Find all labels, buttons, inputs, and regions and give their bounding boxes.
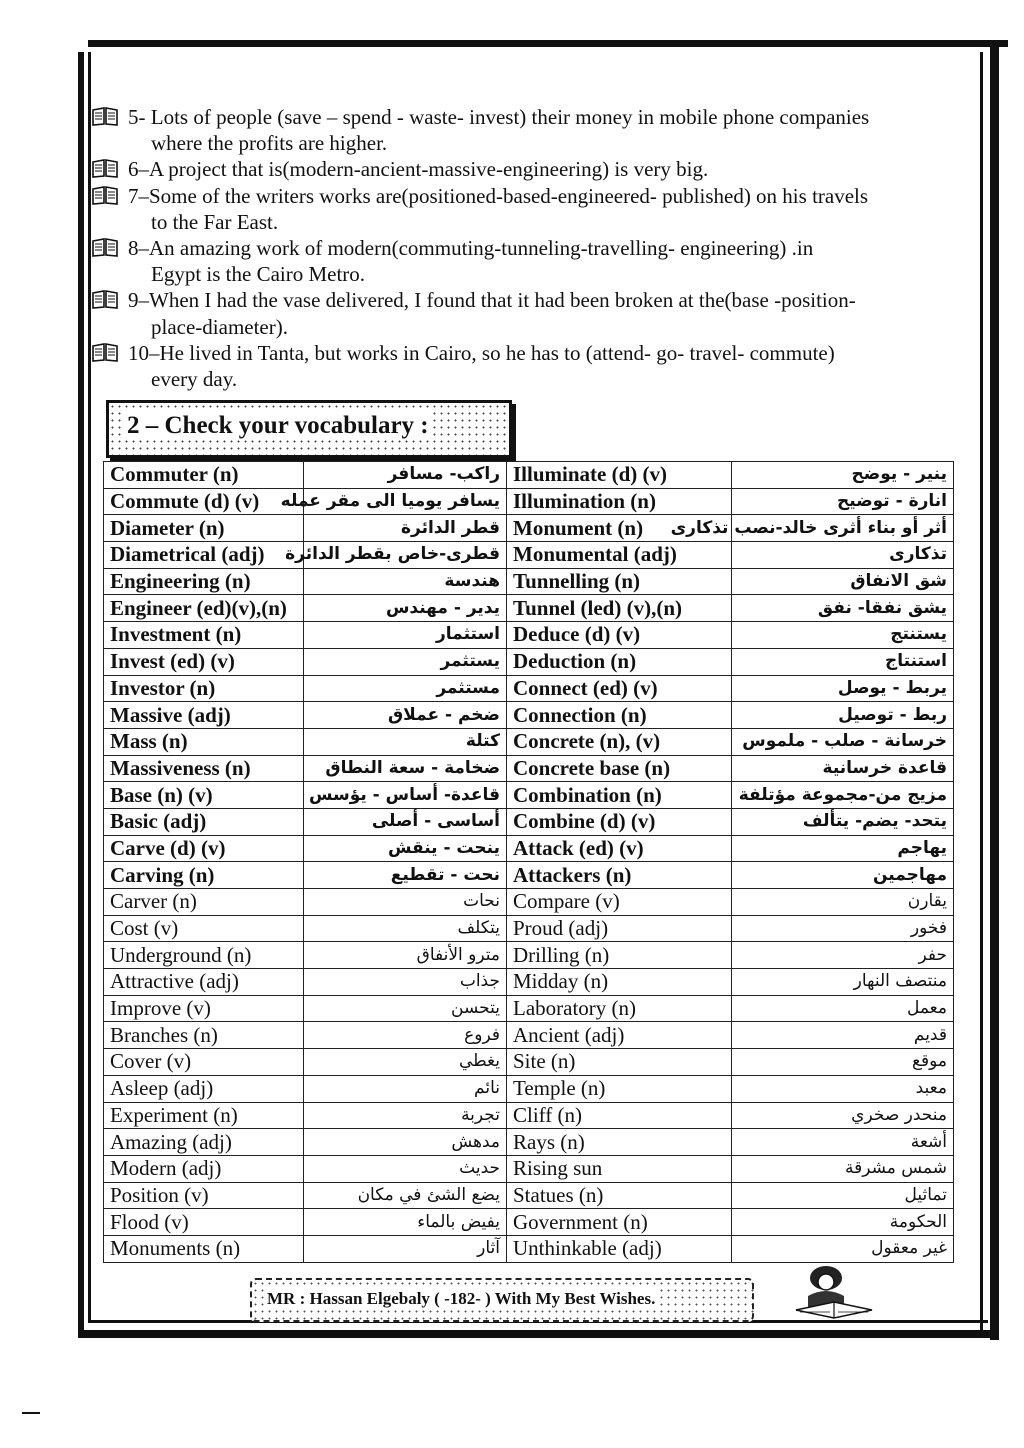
english-term-cell: Drilling (n) bbox=[507, 942, 732, 969]
footer-box bbox=[250, 1278, 754, 1322]
arabic-meaning-cell: استنتاج bbox=[732, 648, 954, 675]
open-book-icon bbox=[92, 238, 118, 257]
arabic-meaning-cell: خرسانة - صلب - ملموس bbox=[732, 728, 954, 755]
page-frame-left-lower-inner bbox=[88, 627, 91, 1323]
arabic-meaning-cell: يفيض بالماء bbox=[304, 1209, 507, 1236]
arabic-meaning-cell: أشعة bbox=[732, 1129, 954, 1156]
arabic-meaning-cell: مترو الأنفاق bbox=[304, 942, 507, 969]
table-row bbox=[104, 728, 954, 755]
english-term-cell: Illuminate (d) (v) bbox=[507, 462, 732, 489]
arabic-meaning-cell: ينحت - ينقش bbox=[304, 835, 507, 862]
english-term-cell: Improve (v) bbox=[104, 995, 304, 1022]
page-frame-left bbox=[78, 52, 84, 632]
arabic-meaning-cell: مدهش bbox=[304, 1129, 507, 1156]
table-row bbox=[104, 648, 954, 675]
question-line: 6–A project that is(modern-ancient-massive-engineering) is very big. bbox=[128, 157, 709, 182]
arabic-meaning-cell: نحت - تقطيع bbox=[304, 862, 507, 889]
arabic-meaning-cell: يتحسن bbox=[304, 995, 507, 1022]
english-term-cell: Connect (ed) (v) bbox=[507, 675, 732, 702]
english-term-cell: Commute (d) (v) bbox=[104, 488, 304, 515]
arabic-meaning-cell: ضخامة - سعة النطاق bbox=[304, 755, 507, 782]
table-row bbox=[104, 568, 954, 595]
question-item bbox=[92, 235, 962, 287]
arabic-meaning-cell: تماثيل bbox=[732, 1182, 954, 1209]
english-term-cell: Investor (n) bbox=[104, 675, 304, 702]
english-term-cell: Engineering (n) bbox=[104, 568, 304, 595]
table-row bbox=[104, 488, 954, 515]
table-row bbox=[104, 915, 954, 942]
english-term-cell: Monuments (n) bbox=[104, 1235, 304, 1262]
english-term-cell: Combine (d) (v) bbox=[507, 808, 732, 835]
arabic-meaning-cell: تجربة bbox=[304, 1102, 507, 1129]
english-term-cell: Monument (n) bbox=[507, 515, 732, 542]
table-row bbox=[104, 1155, 954, 1182]
table-row bbox=[104, 462, 954, 489]
question-line-continued: every day. bbox=[151, 367, 238, 392]
arabic-meaning-cell: حديث bbox=[304, 1155, 507, 1182]
english-term-cell: Tunnel (led) (v),(n) bbox=[507, 595, 732, 622]
table-row bbox=[104, 542, 954, 569]
arabic-meaning-cell: قديم bbox=[732, 1022, 954, 1049]
arabic-meaning-cell: يضع الشئ في مكان bbox=[304, 1182, 507, 1209]
page-frame-left-lower bbox=[78, 632, 84, 1338]
english-term-cell: Laboratory (n) bbox=[507, 995, 732, 1022]
open-book-icon bbox=[92, 159, 118, 178]
english-term-cell: Attack (ed) (v) bbox=[507, 835, 732, 862]
arabic-meaning-cell: يستثمر bbox=[304, 648, 507, 675]
table-row bbox=[104, 702, 954, 729]
table-row bbox=[104, 1209, 954, 1236]
english-term-cell: Investment (n) bbox=[104, 622, 304, 649]
english-term-cell: Modern (adj) bbox=[104, 1155, 304, 1182]
teacher-reading-illustration bbox=[786, 1262, 881, 1322]
question-list bbox=[92, 104, 962, 392]
page-margin-mark bbox=[22, 1412, 40, 1414]
english-term-cell: Statues (n) bbox=[507, 1182, 732, 1209]
question-line-continued: Egypt is the Cairo Metro. bbox=[151, 262, 366, 287]
arabic-meaning-cell: يستنتج bbox=[732, 622, 954, 649]
english-term-cell: Tunnelling (n) bbox=[507, 568, 732, 595]
arabic-meaning-cell: معمل bbox=[732, 995, 954, 1022]
open-book-icon bbox=[92, 186, 118, 205]
english-term-cell: Site (n) bbox=[507, 1049, 732, 1076]
english-term-cell: Carver (n) bbox=[104, 889, 304, 916]
question-line: 8–An amazing work of modern(commuting-tunneling-travelling- engineering) .in bbox=[128, 236, 814, 261]
english-term-cell: Base (n) (v) bbox=[104, 782, 304, 809]
arabic-meaning-cell: قاعدة- أساس - يؤسس bbox=[304, 782, 507, 809]
section-heading-box bbox=[106, 400, 512, 458]
vocabulary-table-body bbox=[104, 462, 954, 1263]
arabic-meaning-cell: منتصف النهار bbox=[732, 969, 954, 996]
english-term-cell: Compare (v) bbox=[507, 889, 732, 916]
arabic-meaning-cell: راكب- مسافر bbox=[304, 462, 507, 489]
english-term-cell: Ancient (adj) bbox=[507, 1022, 732, 1049]
english-term-cell: Combination (n) bbox=[507, 782, 732, 809]
question-line: 10–He lived in Tanta, but works in Cairo, so he has to (attend- go- travel- commute) bbox=[128, 340, 835, 365]
english-term-cell: Cliff (n) bbox=[507, 1102, 732, 1129]
english-term-cell: Monumental (adj) bbox=[507, 542, 732, 569]
arabic-meaning-cell: شق الانفاق bbox=[732, 568, 954, 595]
table-row bbox=[104, 1075, 954, 1102]
table-row bbox=[104, 942, 954, 969]
english-term-cell: Diameter (n) bbox=[104, 515, 304, 542]
arabic-meaning-cell: يتحد- يضم- يتألف bbox=[732, 808, 954, 835]
arabic-meaning-cell: يهاجم bbox=[732, 835, 954, 862]
english-term-cell: Government (n) bbox=[507, 1209, 732, 1236]
english-term-cell: Unthinkable (adj) bbox=[507, 1235, 732, 1262]
page-frame-left-inner bbox=[88, 52, 91, 627]
english-term-cell: Illumination (n) bbox=[507, 488, 732, 515]
arabic-meaning-cell: ينير - يوضح bbox=[732, 462, 954, 489]
question-item bbox=[92, 183, 962, 235]
arabic-meaning-cell: قطرى-خاص بقطر الدائرة bbox=[304, 542, 507, 569]
arabic-meaning-cell: يسافر يوميا الى مقر عمله bbox=[304, 488, 507, 515]
english-term-cell: Cover (v) bbox=[104, 1049, 304, 1076]
english-term-cell: Concrete base (n) bbox=[507, 755, 732, 782]
open-book-icon bbox=[92, 290, 118, 309]
english-term-cell: Connection (n) bbox=[507, 702, 732, 729]
arabic-meaning-cell: مزيج من-مجموعة مؤتلفة bbox=[732, 782, 954, 809]
arabic-meaning-cell: جذاب bbox=[304, 969, 507, 996]
english-term-cell: Concrete (n), (v) bbox=[507, 728, 732, 755]
table-row bbox=[104, 1102, 954, 1129]
table-row bbox=[104, 782, 954, 809]
footer-text: MR : Hassan Elgebaly ( -182- ) With My Best Wishes. bbox=[264, 1289, 658, 1309]
question-item bbox=[92, 287, 962, 339]
open-book-icon bbox=[92, 343, 118, 362]
english-term-cell: Midday (n) bbox=[507, 969, 732, 996]
english-term-cell: Massiveness (n) bbox=[104, 755, 304, 782]
arabic-meaning-cell: مستثمر bbox=[304, 675, 507, 702]
question-line: 9–When I had the vase delivered, I found that it had been broken at the(base -position- bbox=[128, 288, 856, 313]
table-row bbox=[104, 1129, 954, 1156]
arabic-meaning-cell: أثر أو بناء أثرى خالد-نصب تذكارى bbox=[732, 515, 954, 542]
english-term-cell: Attractive (adj) bbox=[104, 969, 304, 996]
page-frame-top bbox=[88, 40, 1008, 47]
table-row bbox=[104, 889, 954, 916]
arabic-meaning-cell: موقع bbox=[732, 1049, 954, 1076]
question-line-continued: where the profits are higher. bbox=[151, 131, 388, 156]
arabic-meaning-cell: هندسة bbox=[304, 568, 507, 595]
question-item bbox=[92, 104, 962, 156]
table-row bbox=[104, 515, 954, 542]
table-row bbox=[104, 835, 954, 862]
english-term-cell: Underground (n) bbox=[104, 942, 304, 969]
table-row bbox=[104, 995, 954, 1022]
english-term-cell: Invest (ed) (v) bbox=[104, 648, 304, 675]
arabic-meaning-cell: أساسى - أصلى bbox=[304, 808, 507, 835]
english-term-cell: Rising sun bbox=[507, 1155, 732, 1182]
page-frame-right-inner bbox=[980, 52, 983, 1332]
english-term-cell: Carving (n) bbox=[104, 862, 304, 889]
english-term-cell: Experiment (n) bbox=[104, 1102, 304, 1129]
arabic-meaning-cell: كتلة bbox=[304, 728, 507, 755]
english-term-cell: Flood (v) bbox=[104, 1209, 304, 1236]
english-term-cell: Massive (adj) bbox=[104, 702, 304, 729]
english-term-cell: Deduction (n) bbox=[507, 648, 732, 675]
table-row bbox=[104, 595, 954, 622]
question-line: 5- Lots of people (save – spend - waste- invest) their money in mobile phone companies bbox=[128, 105, 870, 129]
vocabulary-table bbox=[103, 461, 954, 1263]
arabic-meaning-cell: نائم bbox=[304, 1075, 507, 1102]
english-term-cell: Branches (n) bbox=[104, 1022, 304, 1049]
english-term-cell: Temple (n) bbox=[507, 1075, 732, 1102]
arabic-meaning-cell: شمس مشرقة bbox=[732, 1155, 954, 1182]
arabic-meaning-cell: آثار bbox=[304, 1235, 507, 1262]
arabic-meaning-cell: حفر bbox=[732, 942, 954, 969]
arabic-meaning-cell: قطر الدائرة bbox=[304, 515, 507, 542]
english-term-cell: Cost (v) bbox=[104, 915, 304, 942]
english-term-cell: Attackers (n) bbox=[507, 862, 732, 889]
english-term-cell: Mass (n) bbox=[104, 728, 304, 755]
table-row bbox=[104, 675, 954, 702]
table-row bbox=[104, 622, 954, 649]
table-row bbox=[104, 1182, 954, 1209]
english-term-cell: Asleep (adj) bbox=[104, 1075, 304, 1102]
arabic-meaning-cell: انارة - توضيح bbox=[732, 488, 954, 515]
page-frame-right bbox=[990, 40, 999, 1340]
arabic-meaning-cell: يتكلف bbox=[304, 915, 507, 942]
english-term-cell: Diametrical (adj) bbox=[104, 542, 304, 569]
arabic-meaning-cell: فخور bbox=[732, 915, 954, 942]
arabic-meaning-cell: نحات bbox=[304, 889, 507, 916]
english-term-cell: Carve (d) (v) bbox=[104, 835, 304, 862]
arabic-meaning-cell: يربط - يوصل bbox=[732, 675, 954, 702]
table-row bbox=[104, 1049, 954, 1076]
arabic-meaning-cell: يقارن bbox=[732, 889, 954, 916]
table-row bbox=[104, 1235, 954, 1262]
table-row bbox=[104, 862, 954, 889]
arabic-meaning-cell: استثمار bbox=[304, 622, 507, 649]
arabic-meaning-cell: ضخم - عملاق bbox=[304, 702, 507, 729]
arabic-meaning-cell: منحدر صخري bbox=[732, 1102, 954, 1129]
english-term-cell: Commuter (n) bbox=[104, 462, 304, 489]
table-row bbox=[104, 969, 954, 996]
arabic-meaning-cell: يشق نفقا- نفق bbox=[732, 595, 954, 622]
open-book-icon bbox=[92, 107, 118, 126]
section-heading: 2 – Check your vocabulary : bbox=[127, 412, 429, 439]
arabic-meaning-cell: يدير - مهندس bbox=[304, 595, 507, 622]
english-term-cell: Position (v) bbox=[104, 1182, 304, 1209]
english-term-cell: Amazing (adj) bbox=[104, 1129, 304, 1156]
question-line: 7–Some of the writers works are(positioned-based-engineered- published) on his travels bbox=[128, 183, 869, 208]
arabic-meaning-cell: ربط - توصيل bbox=[732, 702, 954, 729]
question-item bbox=[92, 156, 962, 182]
table-row bbox=[104, 808, 954, 835]
question-line-continued: to the Far East. bbox=[151, 209, 279, 234]
english-term-cell: Basic (adj) bbox=[104, 808, 304, 835]
english-term-cell: Deduce (d) (v) bbox=[507, 622, 732, 649]
question-item bbox=[92, 340, 962, 392]
page-frame-bottom bbox=[78, 1330, 998, 1338]
arabic-meaning-cell: غير معقول bbox=[732, 1235, 954, 1262]
english-term-cell: Proud (adj) bbox=[507, 915, 732, 942]
arabic-meaning-cell: فروع bbox=[304, 1022, 507, 1049]
arabic-meaning-cell: معبد bbox=[732, 1075, 954, 1102]
arabic-meaning-cell: قاعدة خرسانية bbox=[732, 755, 954, 782]
arabic-meaning-cell: يغطي bbox=[304, 1049, 507, 1076]
question-line-continued: place-diameter). bbox=[151, 314, 288, 339]
english-term-cell: Rays (n) bbox=[507, 1129, 732, 1156]
english-term-cell: Engineer (ed)(v),(n) bbox=[104, 595, 304, 622]
table-row bbox=[104, 1022, 954, 1049]
table-row bbox=[104, 755, 954, 782]
arabic-meaning-cell: تذكارى bbox=[732, 542, 954, 569]
arabic-meaning-cell: الحكومة bbox=[732, 1209, 954, 1236]
arabic-meaning-cell: مهاجمين bbox=[732, 862, 954, 889]
